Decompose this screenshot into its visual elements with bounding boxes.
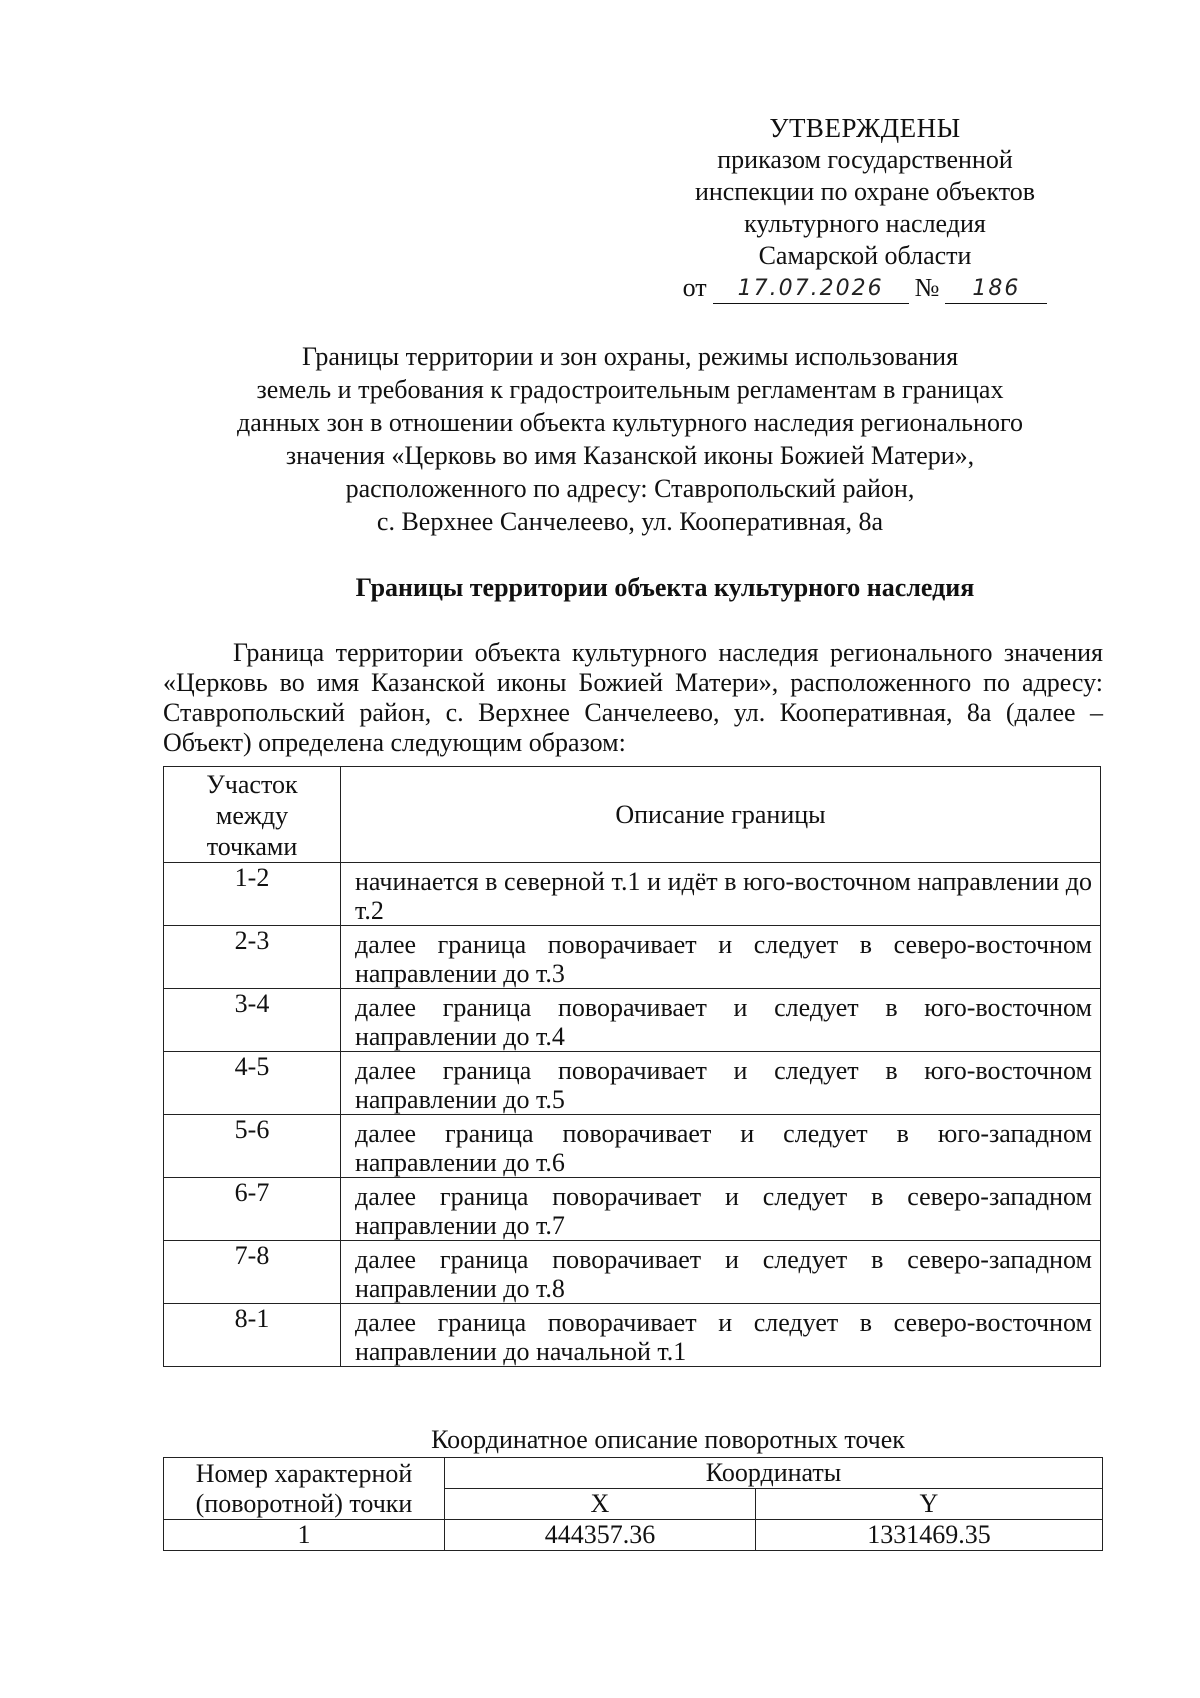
segment-header-line: между xyxy=(215,801,289,830)
segment-cell: 6-7 xyxy=(164,1178,341,1241)
handwritten-date: 17.07.2026 xyxy=(713,275,909,304)
section-heading: Границы территории объекта культурного наследия xyxy=(355,573,975,602)
document-title xyxy=(160,340,1100,538)
description-cell: далее граница поворачивает и следует в северо-восточном направлении до начальной т.1 xyxy=(341,1304,1101,1367)
point-number-cell: 1 xyxy=(164,1520,445,1551)
x-header: X xyxy=(445,1489,756,1520)
description-cell: далее граница поворачивает и следует в юго-восточном направлении до т.4 xyxy=(341,989,1101,1052)
point-number-header xyxy=(164,1458,445,1520)
coordinates-header: Координаты xyxy=(445,1458,1103,1489)
table-row xyxy=(164,1178,1101,1241)
table-row xyxy=(164,1304,1101,1367)
description-cell: далее граница поворачивает и следует в юго-восточном направлении до т.5 xyxy=(341,1052,1101,1115)
title-line: расположенного по адресу: Ставропольский район, xyxy=(345,474,915,503)
approval-line: Самарской области xyxy=(758,241,972,270)
segment-cell: 5-6 xyxy=(164,1115,341,1178)
segment-cell: 1-2 xyxy=(164,863,341,926)
description-cell: начинается в северной т.1 и идёт в юго-восточном направлении до т.2 xyxy=(341,863,1101,926)
segment-header-line: точками xyxy=(206,832,298,861)
boundary-header-row xyxy=(164,767,1101,863)
table-row xyxy=(164,1241,1101,1304)
title-line: земель и требования к градостроительным регламентам в границах xyxy=(256,375,1004,404)
approval-heading: УТВЕРЖДЕНЫ xyxy=(769,113,961,143)
title-line: с. Верхнее Санчелеево, ул. Кооперативная, 8а xyxy=(376,507,884,536)
description-header: Описание границы xyxy=(341,767,1101,863)
point-header-line: Номер характерной xyxy=(195,1458,413,1488)
approval-block xyxy=(640,112,1090,304)
table-row xyxy=(164,1115,1101,1178)
boundary-paragraph: Граница территории объекта культурного наследия регионального значения «Церковь во имя Казанской иконы Божией Матери», расположенного по адресу: Ставропольский район, с. Верхнее Санчелеево, ул. Кооперативная, 8а (далее – Объект) определена следующим образом: xyxy=(163,638,1103,757)
table-row xyxy=(164,989,1101,1052)
boundary-table xyxy=(163,766,1101,1367)
approval-date-line xyxy=(640,272,1090,304)
number-prefix: № xyxy=(914,273,940,302)
handwritten-number: 186 xyxy=(945,275,1047,304)
table-row xyxy=(164,1520,1103,1551)
coords-header-row xyxy=(164,1458,1103,1489)
segment-cell: 7-8 xyxy=(164,1241,341,1304)
description-cell: далее граница поворачивает и следует в северо-западном направлении до т.8 xyxy=(341,1241,1101,1304)
title-line: данных зон в отношении объекта культурного наследия регионального xyxy=(237,408,1023,437)
approval-line: культурного наследия xyxy=(744,209,986,238)
approval-line: инспекции по охране объектов xyxy=(694,177,1036,206)
title-line: значения «Церковь во имя Казанской иконы Божией Матери», xyxy=(285,441,975,470)
description-cell: далее граница поворачивает и следует в юго-западном направлении до т.6 xyxy=(341,1115,1101,1178)
table-row xyxy=(164,863,1101,926)
y-cell: 1331469.35 xyxy=(755,1520,1102,1551)
segment-cell: 8-1 xyxy=(164,1304,341,1367)
segment-header xyxy=(164,767,341,863)
point-header-line: (поворотной) точки xyxy=(195,1488,413,1518)
x-cell: 444357.36 xyxy=(445,1520,756,1551)
table-row xyxy=(164,926,1101,989)
approval-line: приказом государственной xyxy=(717,145,1013,174)
date-prefix: от xyxy=(682,273,707,302)
segment-cell: 3-4 xyxy=(164,989,341,1052)
description-cell: далее граница поворачивает и следует в северо-восточном направлении до т.3 xyxy=(341,926,1101,989)
title-line: Границы территории и зон охраны, режимы использования xyxy=(301,342,959,371)
coordinates-table xyxy=(163,1457,1103,1551)
y-header: Y xyxy=(755,1489,1102,1520)
segment-cell: 4-5 xyxy=(164,1052,341,1115)
segment-header-line: Участок xyxy=(206,770,298,799)
description-cell: далее граница поворачивает и следует в северо-западном направлении до т.7 xyxy=(341,1178,1101,1241)
coordinates-caption: Координатное описание поворотных точек xyxy=(431,1425,905,1454)
table-row xyxy=(164,1052,1101,1115)
segment-cell: 2-3 xyxy=(164,926,341,989)
